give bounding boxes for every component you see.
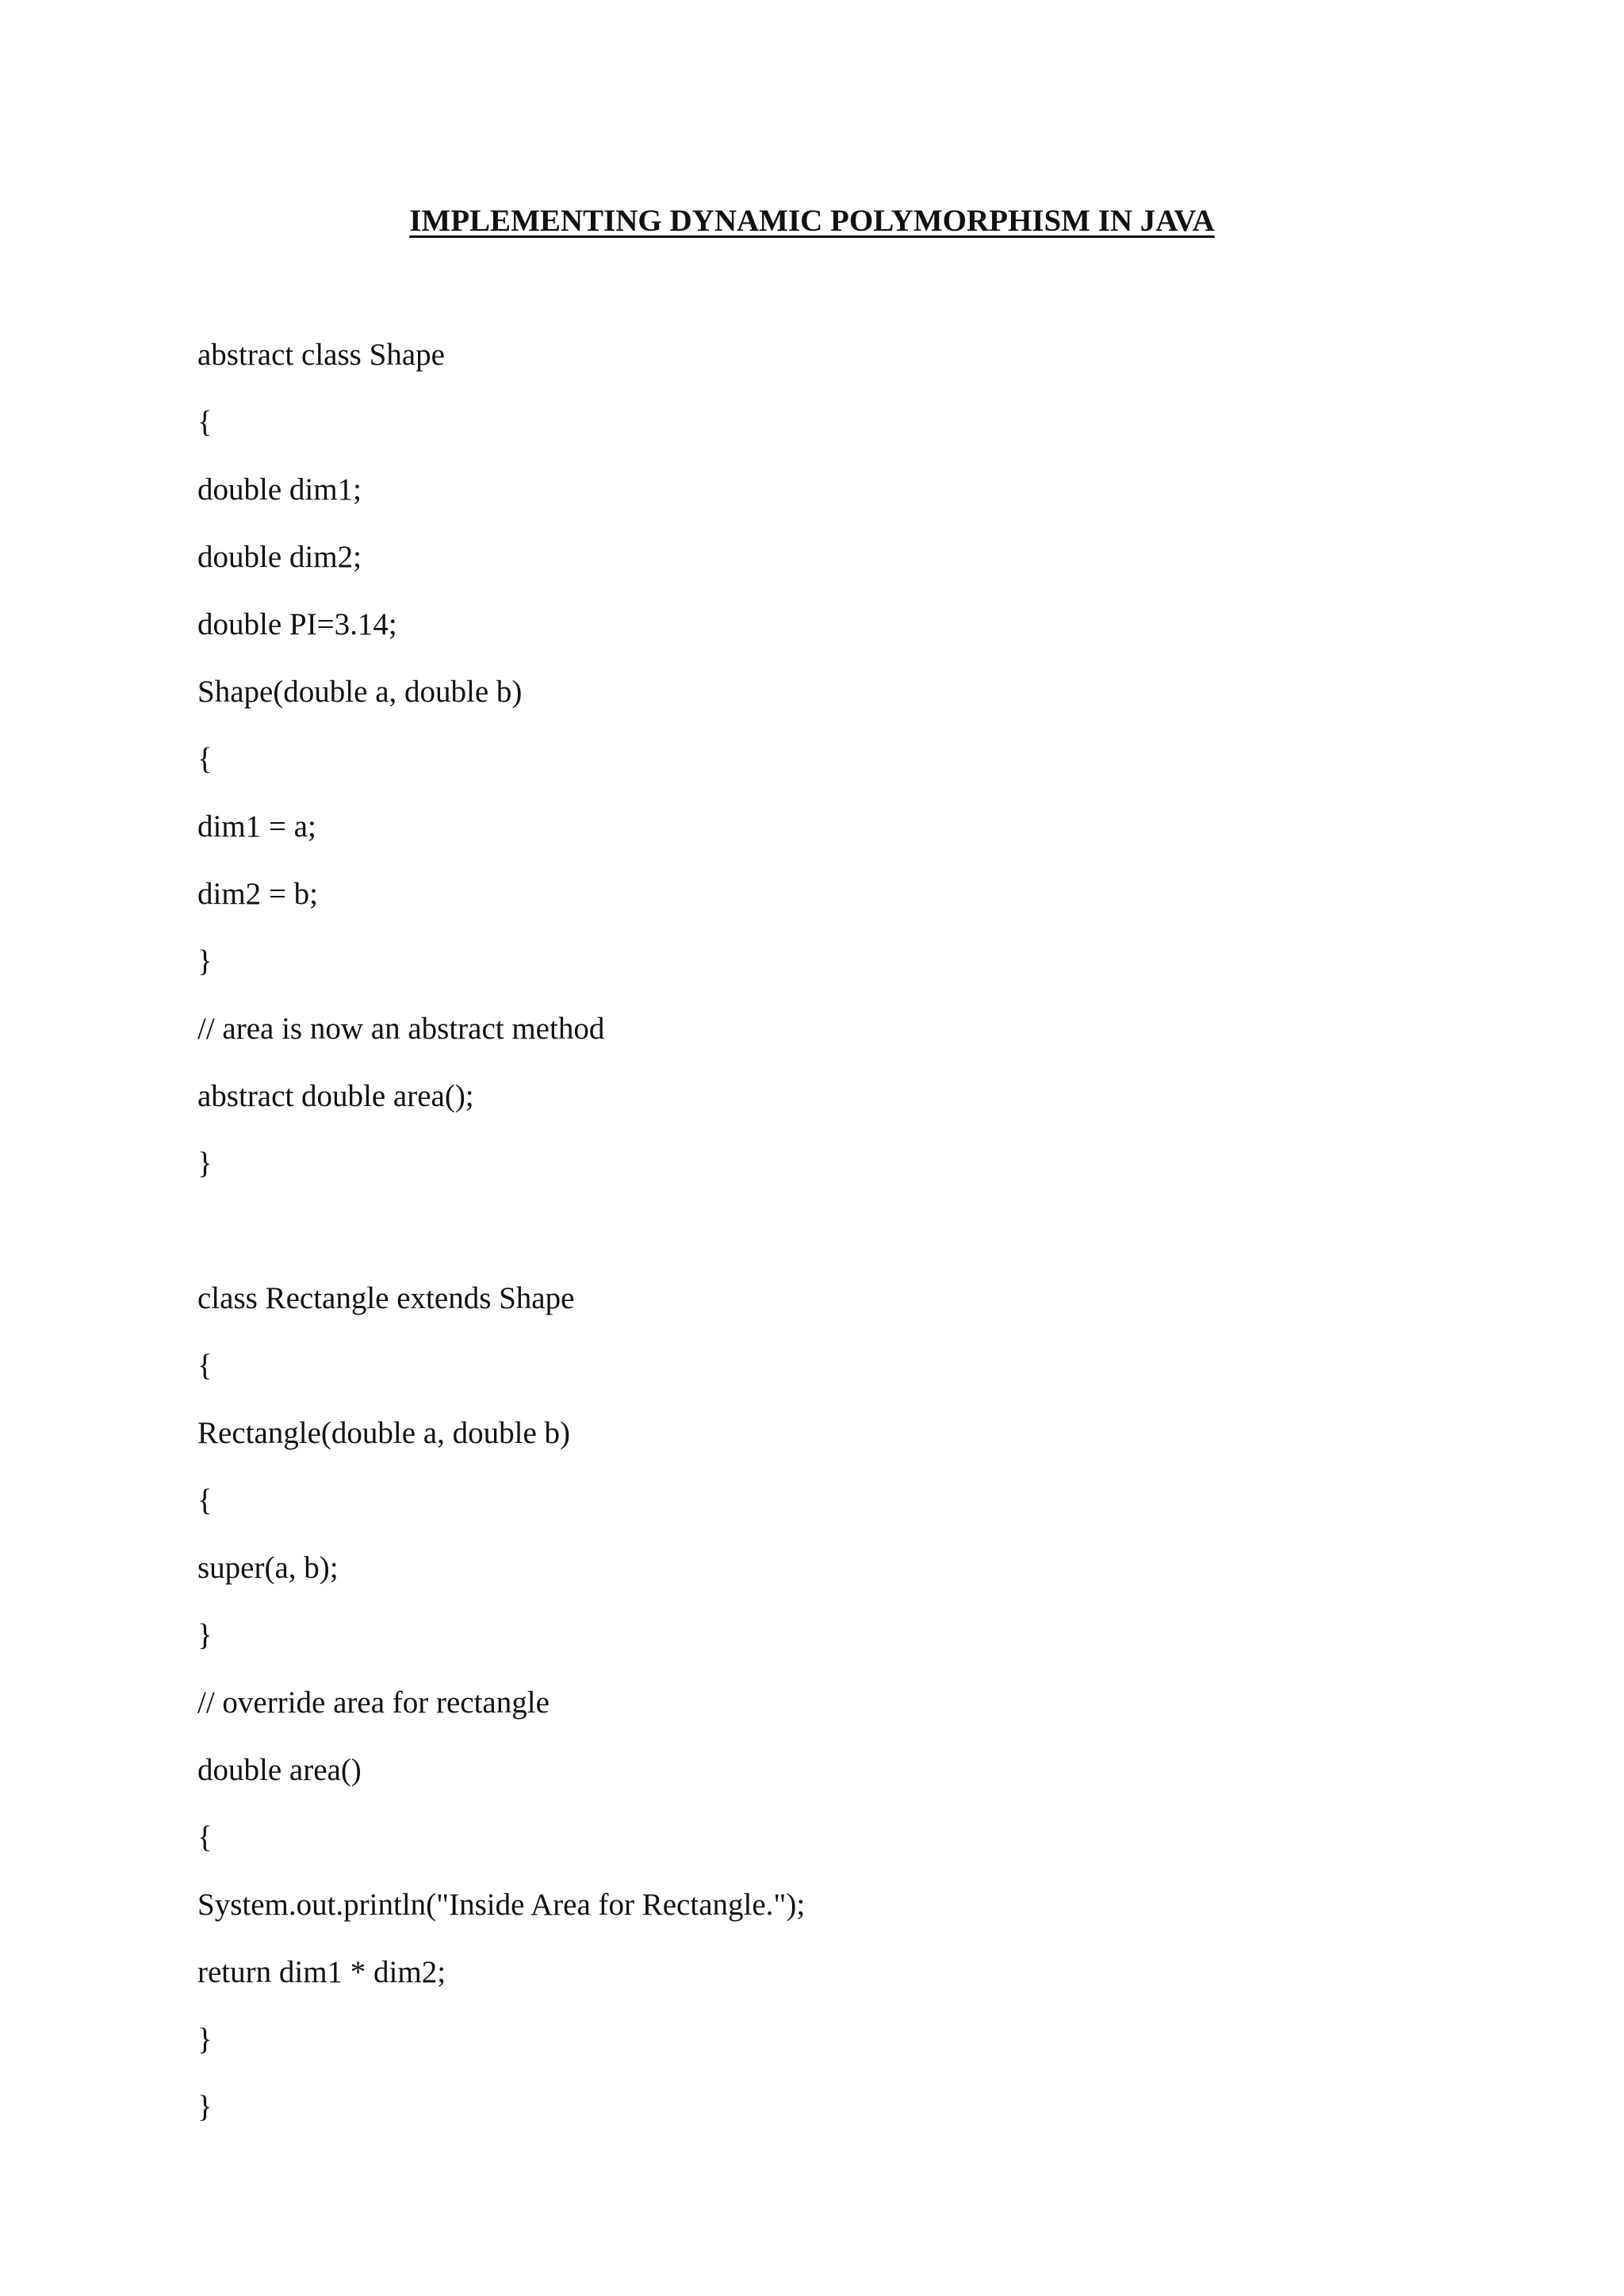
code-line: } [197, 2022, 213, 2057]
code-line: double dim1; [197, 473, 362, 507]
code-comment: // area is now an abstract method [197, 1012, 605, 1046]
code-line: super(a, b); [197, 1551, 339, 1585]
code-line: dim2 = b; [197, 877, 319, 911]
blank-line [197, 1211, 1545, 1279]
code-line: double area() [197, 1753, 362, 1787]
code-line: { [197, 1820, 213, 1854]
code-line: System.out.println("Inside Area for Rectangle."); [197, 1888, 806, 1922]
code-listing [197, 335, 1545, 2155]
code-line: double PI=3.14; [197, 607, 397, 641]
code-line: double dim2; [197, 540, 362, 574]
code-line: abstract double area(); [197, 1079, 474, 1113]
code-line: Rectangle(double a, double b) [197, 1416, 570, 1450]
code-comment: // override area for rectangle [197, 1686, 550, 1720]
code-line: class Rectangle extends Shape [197, 1281, 575, 1315]
code-line: } [197, 944, 213, 978]
code-line: Shape(double a, double b) [197, 675, 523, 709]
code-line: abstract class Shape [197, 338, 445, 372]
code-line: { [197, 1349, 213, 1383]
code-line: return dim1 * dim2; [197, 1955, 446, 1989]
code-line: } [197, 1618, 213, 1652]
code-line: } [197, 2090, 213, 2124]
code-line: } [197, 1146, 213, 1181]
code-line: { [197, 405, 213, 439]
document-title [0, 201, 1624, 241]
code-line: dim1 = a; [197, 809, 316, 844]
code-line: { [197, 742, 213, 776]
document-title-text: IMPLEMENTING DYNAMIC POLYMORPHISM IN JAVA [409, 204, 1215, 238]
code-line: { [197, 1483, 213, 1517]
